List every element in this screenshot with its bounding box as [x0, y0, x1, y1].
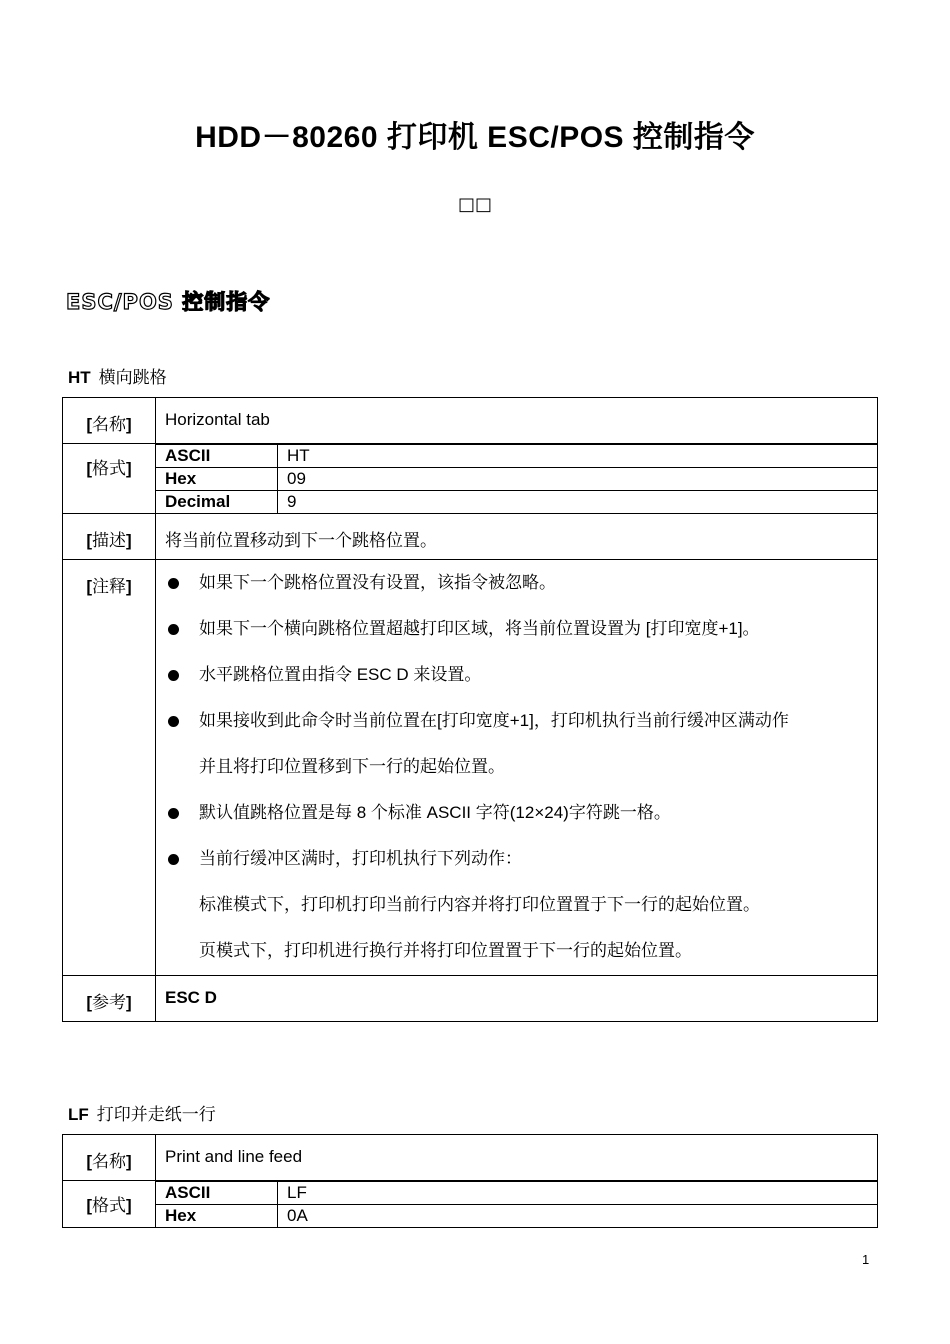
label-description: [描述] — [63, 514, 156, 560]
note-item: 如果下一个横向跳格位置超越打印区域，将当前位置设置为 [打印宽度+1]。 — [165, 606, 869, 652]
format-key: Hex — [156, 468, 278, 491]
section-heading: ESC/POS 控制指令 — [66, 290, 271, 314]
format-value: LF — [278, 1182, 878, 1205]
notes-list — [165, 560, 869, 974]
note-item: 默认值跳格位置是每 8 个标准 ASCII 字符(12×24)字符跳一格。 — [165, 790, 869, 836]
format-table — [156, 1181, 877, 1227]
format-cell — [156, 1181, 878, 1228]
command-code: LF — [68, 1105, 89, 1124]
label-text: 格式 — [92, 1196, 126, 1215]
note-item: 如果接收到此命令时当前位置在[打印宽度+1]，打印机执行当前行缓冲区满动作 — [165, 698, 869, 744]
command-heading-lf — [68, 1100, 216, 1125]
format-row — [156, 1182, 877, 1205]
label-text: 名称 — [92, 415, 126, 434]
format-value: 09 — [278, 468, 878, 491]
label-notes: [注释] — [63, 560, 156, 976]
label-text: 描述 — [92, 531, 126, 550]
command-table-ht — [62, 397, 878, 1022]
format-key: ASCII — [156, 1182, 278, 1205]
label-text: 名称 — [92, 1152, 126, 1171]
document-title: HDD－80260 打印机 ESC/POS 控制指令 — [195, 121, 755, 154]
note-item-continuation: 页模式下，打印机进行换行并将打印位置置于下一行的起始位置。 — [199, 941, 692, 960]
label-text: 格式 — [92, 459, 126, 478]
label-text: 参考 — [92, 993, 126, 1012]
format-key: Decimal — [156, 491, 278, 514]
command-code: HT — [68, 368, 91, 387]
format-table — [156, 444, 877, 513]
note-item: 当前行缓冲区满时，打印机执行下列动作： — [165, 836, 869, 882]
label-format: [格式] — [63, 444, 156, 514]
format-row — [156, 445, 877, 468]
note-item-continuation: 标准模式下，打印机打印当前行内容并将打印位置置于下一行的起始位置。 — [199, 895, 760, 914]
command-description: 将当前位置移动到下一个跳格位置。 — [156, 514, 878, 560]
command-name-cn: 横向跳格 — [98, 368, 167, 388]
command-name-en: Print and line feed — [156, 1135, 878, 1181]
label-reference: [参考] — [63, 976, 156, 1022]
command-heading-ht — [68, 363, 167, 388]
note-item: 水平跳格位置由指令 ESC D 来设置。 — [165, 652, 869, 698]
format-row — [156, 491, 877, 514]
format-key: ASCII — [156, 445, 278, 468]
format-row — [156, 1205, 877, 1228]
command-table-lf — [62, 1134, 878, 1228]
document-subtitle: □□ — [457, 194, 492, 215]
label-name: [名称] — [63, 398, 156, 444]
notes-cell — [156, 560, 878, 976]
label-text: 注释 — [92, 577, 126, 596]
format-row — [156, 468, 877, 491]
format-value: 0A — [287, 1206, 308, 1225]
format-cell — [156, 444, 878, 514]
page-number: 1 — [862, 1252, 870, 1267]
command-name-en: Horizontal tab — [156, 398, 878, 444]
format-value: 9 — [287, 492, 297, 511]
label-name: [名称] — [63, 1135, 156, 1181]
format-value: HT — [278, 445, 878, 468]
note-item: 如果下一个跳格位置没有设置，该指令被忽略。 — [165, 560, 869, 606]
label-format: [格式] — [63, 1181, 156, 1228]
note-item-continuation: 并且将打印位置移到下一行的起始位置。 — [199, 757, 505, 776]
command-name-cn: 打印并走纸一行 — [96, 1105, 216, 1125]
format-key: Hex — [156, 1205, 278, 1228]
command-reference: ESC D — [156, 976, 878, 1022]
